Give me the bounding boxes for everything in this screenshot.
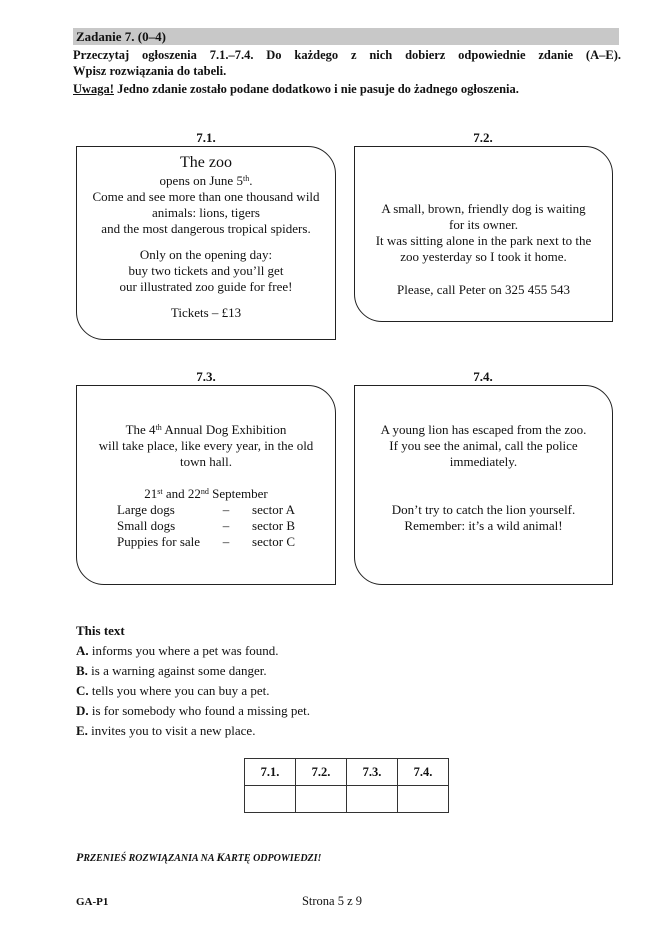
lion-line-1: A young lion has escaped from the zoo. <box>380 422 587 437</box>
exhibition-line-2: will take place, like every year, in the old <box>98 438 314 453</box>
announcement-card-7-1 <box>76 146 336 340</box>
dog-line-3: It was sitting alone in the park next to the <box>375 233 592 248</box>
option-e: E. invites you to visit a new place. <box>76 723 256 738</box>
card-number-7-3: 7.3. <box>196 369 216 384</box>
sector-table <box>117 502 295 550</box>
answer-header-7-3: 7.3. <box>347 759 398 786</box>
sector-row: Small dogs – sector B <box>116 518 295 533</box>
instruction-line-1: Przeczytaj ogłoszenia 7.1.–7.4. Do każdego z nich dobierz odpowiednie zdanie (A–E). <box>73 48 621 62</box>
exhibition-dates: 21st and 22nd September <box>144 486 268 501</box>
zoo-line-3: animals: lions, tigers <box>152 205 260 220</box>
answer-cell-7-2[interactable] <box>296 786 347 813</box>
zoo-line-5: Only on the opening day: <box>139 247 273 262</box>
lion-line-3: immediately. <box>449 454 518 469</box>
lion-line-5: Remember: it’s a wild animal! <box>404 518 563 533</box>
option-c: C. tells you where you can buy a pet. <box>76 683 270 698</box>
card-number-7-2: 7.2. <box>473 130 493 145</box>
instruction-line-2: Wpisz rozwiązania do tabeli. <box>73 64 227 78</box>
option-d: D. is for somebody who found a missing pet. <box>76 703 310 718</box>
zoo-title: The zoo <box>180 154 232 171</box>
card-number-7-1: 7.1. <box>196 130 216 145</box>
lion-line-4: Don’t try to catch the lion yourself. <box>391 502 576 517</box>
zoo-opening-line: opens on June 5th. <box>159 173 253 188</box>
card-number-7-4: 7.4. <box>473 369 493 384</box>
announcement-card-7-3 <box>76 385 336 585</box>
exhibition-line-1: The 4th Annual Dog Exhibition <box>125 422 287 437</box>
sector-row: Large dogs – sector A <box>116 502 295 517</box>
answer-header-7-2: 7.2. <box>296 759 347 786</box>
answer-cell-7-4[interactable] <box>398 786 449 813</box>
answer-header-7-4: 7.4. <box>398 759 449 786</box>
dog-line-1: A small, brown, friendly dog is waiting <box>381 201 586 216</box>
answer-table <box>244 758 449 813</box>
option-b: B. is a warning against some danger. <box>76 663 267 678</box>
answer-cell-7-1[interactable] <box>245 786 296 813</box>
option-a: A. informs you where a pet was found. <box>76 643 279 658</box>
zoo-line-4: and the most dangerous tropical spiders. <box>101 221 311 236</box>
note-text: Jedno zdanie zostało podane dodatkowo i nie pasuje do żadnego ogłoszenia. <box>113 82 519 96</box>
zoo-line-7: our illustrated zoo guide for free! <box>119 279 293 294</box>
dog-contact: Please, call Peter on 325 455 543 <box>397 282 570 297</box>
exam-code: GA-P1 <box>76 896 109 908</box>
dog-line-4: zoo yesterday so I took it home. <box>400 249 567 264</box>
exhibition-line-3: town hall. <box>180 454 232 469</box>
task-title: Zadanie 7. (0–4) <box>76 29 166 44</box>
options-heading: This text <box>76 623 125 638</box>
announcement-card-7-4 <box>354 385 613 585</box>
zoo-line-2: Come and see more than one thousand wild <box>92 189 320 204</box>
answer-table-row <box>245 786 449 813</box>
zoo-line-6: buy two tickets and you’ll get <box>128 263 284 278</box>
zoo-tickets: Tickets – £13 <box>170 305 242 320</box>
answer-table-header <box>245 759 449 786</box>
sector-row: Puppies for sale – sector C <box>116 534 295 549</box>
announcement-card-7-2 <box>354 146 613 322</box>
answer-cell-7-3[interactable] <box>347 786 398 813</box>
instruction-note <box>73 81 621 97</box>
transfer-instruction: PRZENIEŚ ROZWIĄZANIA NA KARTĘ ODPOWIEDZI! <box>76 850 322 864</box>
note-label: Uwaga! <box>73 82 114 96</box>
answer-header-7-1: 7.1. <box>245 759 296 786</box>
lion-line-2: If you see the animal, call the police <box>389 438 578 453</box>
dog-line-2: for its owner. <box>449 217 518 232</box>
page-number: Strona 5 z 9 <box>301 894 363 908</box>
